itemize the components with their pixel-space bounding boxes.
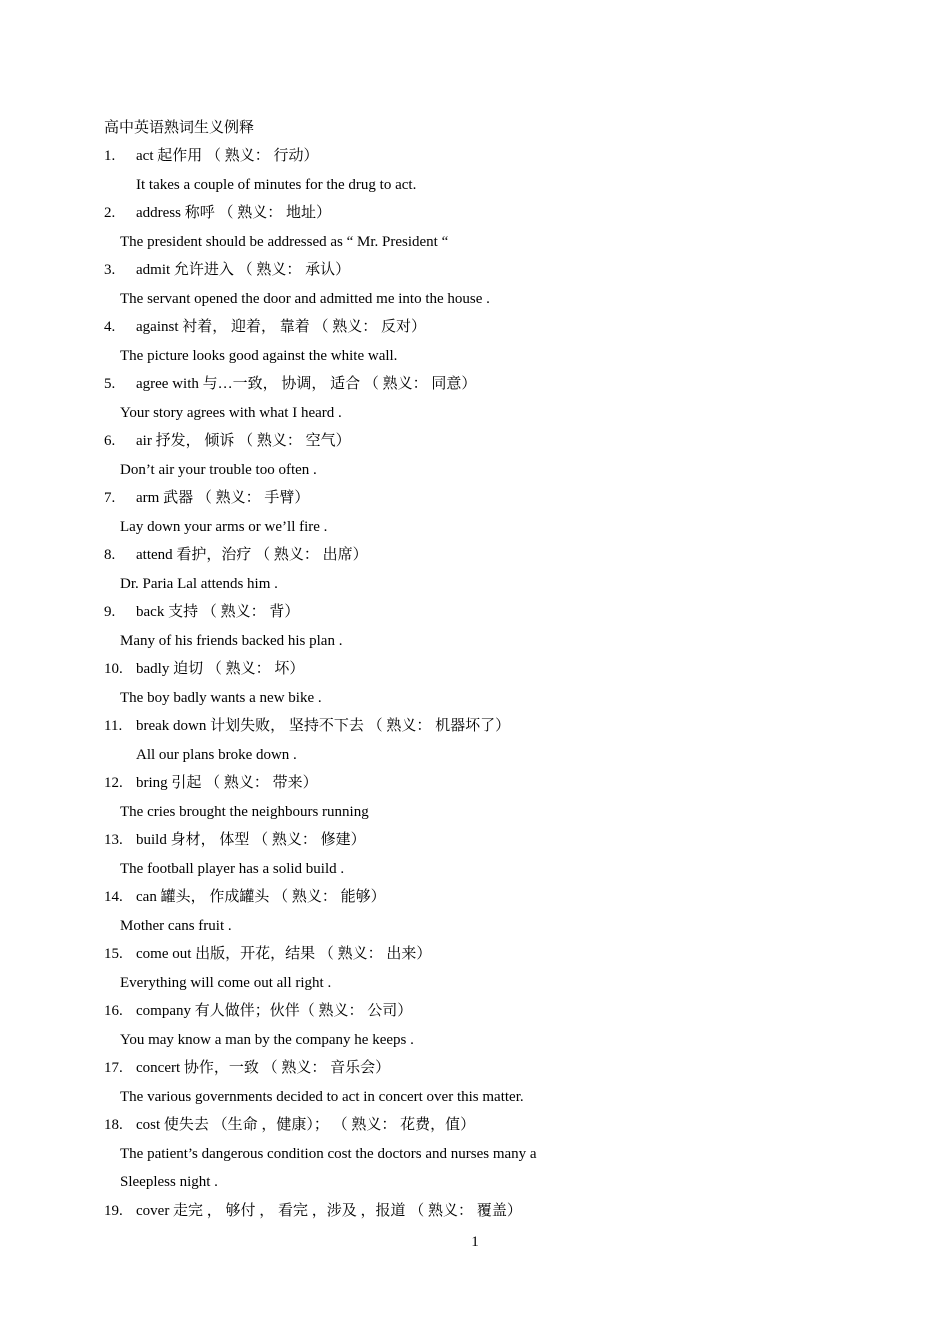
entry-headword: cost 使失去 （生命 ，健康）； （ 熟义： 花费，值） xyxy=(136,1117,476,1133)
page-number: 1 xyxy=(471,1234,479,1250)
entry-headword: act 起作用 （ 熟义： 行动） xyxy=(136,148,319,164)
entry-example: The patient’s dangerous condition cost the doctors and nurses many a xyxy=(120,1146,537,1162)
document-title: 高中英语熟词生义例释 xyxy=(104,120,255,136)
entry-number: 10. xyxy=(104,661,123,677)
entry-headword: back 支持 （ 熟义： 背） xyxy=(136,604,300,620)
entry-headword: address 称呼 （ 熟义： 地址） xyxy=(136,205,331,221)
entry-number: 3. xyxy=(104,262,116,278)
entry-number: 4. xyxy=(104,319,116,335)
entry-number: 9. xyxy=(104,604,116,620)
entry-example: The servant opened the door and admitted me into the house . xyxy=(120,291,490,307)
entry-headword: concert 协作，一致 （ 熟义： 音乐会） xyxy=(136,1060,391,1076)
entry-example: The cries brought the neighbours running xyxy=(120,804,369,820)
entry-number: 13. xyxy=(104,832,123,848)
entry-number: 15. xyxy=(104,946,123,962)
entry-example: Lay down your arms or we’ll fire . xyxy=(120,519,328,535)
entry-number: 17. xyxy=(104,1060,123,1076)
entry-headword: cover 走完 ， 够付 ， 看完 ，涉及 ，报道 （ 熟义： 覆盖） xyxy=(136,1203,522,1219)
entry-headword: come out 出版，开花，结果 （ 熟义： 出来） xyxy=(136,946,432,962)
entry-example-continued: Sleepless night . xyxy=(120,1174,218,1190)
entry-example: Don’t air your trouble too often . xyxy=(120,462,317,478)
entry-headword: arm 武器 （ 熟义： 手臂） xyxy=(136,490,310,506)
entry-example: Everything will come out all right . xyxy=(120,975,332,991)
entry-number: 7. xyxy=(104,490,116,506)
entry-number: 1. xyxy=(104,148,116,164)
entry-number: 5. xyxy=(104,376,116,392)
entry-headword: attend 看护，治疗 （ 熟义： 出席） xyxy=(136,547,368,563)
entry-headword: air 抒发， 倾诉 （ 熟义： 空气） xyxy=(136,433,351,449)
entry-example: The picture looks good against the white wall. xyxy=(120,348,398,364)
entry-number: 16. xyxy=(104,1003,123,1019)
entry-number: 8. xyxy=(104,547,116,563)
entry-example: You may know a man by the company he keeps . xyxy=(120,1032,414,1048)
entry-example: The president should be addressed as “ Mr. President “ xyxy=(120,234,449,250)
entry-example: Many of his friends backed his plan . xyxy=(120,633,343,649)
entry-headword: agree with 与…一致， 协调， 适合 （ 熟义： 同意） xyxy=(136,376,477,392)
entry-headword: admit 允许进入 （ 熟义： 承认） xyxy=(136,262,351,278)
entry-example: The various governments decided to act in concert over this matter. xyxy=(120,1089,524,1105)
entry-headword: can 罐头， 作成罐头 （ 熟义： 能够） xyxy=(136,889,386,905)
entry-headword: build 身材， 体型 （ 熟义： 修建） xyxy=(136,832,366,848)
entry-headword: against 衬着， 迎着， 靠着 （ 熟义： 反对） xyxy=(136,319,426,335)
entry-example: The football player has a solid build . xyxy=(120,861,345,877)
entry-number: 2. xyxy=(104,205,116,221)
entry-example: All our plans broke down . xyxy=(136,747,297,763)
entry-number: 14. xyxy=(104,889,123,905)
entry-number: 19. xyxy=(104,1203,123,1219)
entry-number: 12. xyxy=(104,775,123,791)
entry-headword: company 有人做伴；伙伴（ 熟义： 公司） xyxy=(136,1003,413,1019)
entry-headword: badly 迫切 （ 熟义： 坏） xyxy=(136,661,305,677)
entry-example: The boy badly wants a new bike . xyxy=(120,690,322,706)
entry-number: 11. xyxy=(104,718,123,734)
entry-example: It takes a couple of minutes for the drug to act. xyxy=(136,177,417,193)
entry-headword: bring 引起 （ 熟义： 带来） xyxy=(136,775,318,791)
entry-number: 18. xyxy=(104,1117,123,1133)
entry-example: Your story agrees with what I heard . xyxy=(120,405,342,421)
entry-headword: break down 计划失败， 坚持不下去 （ 熟义： 机器坏了） xyxy=(136,718,511,734)
entry-number: 6. xyxy=(104,433,116,449)
entry-example: Dr. Paria Lal attends him . xyxy=(120,576,278,592)
entry-example: Mother cans fruit . xyxy=(120,918,232,934)
